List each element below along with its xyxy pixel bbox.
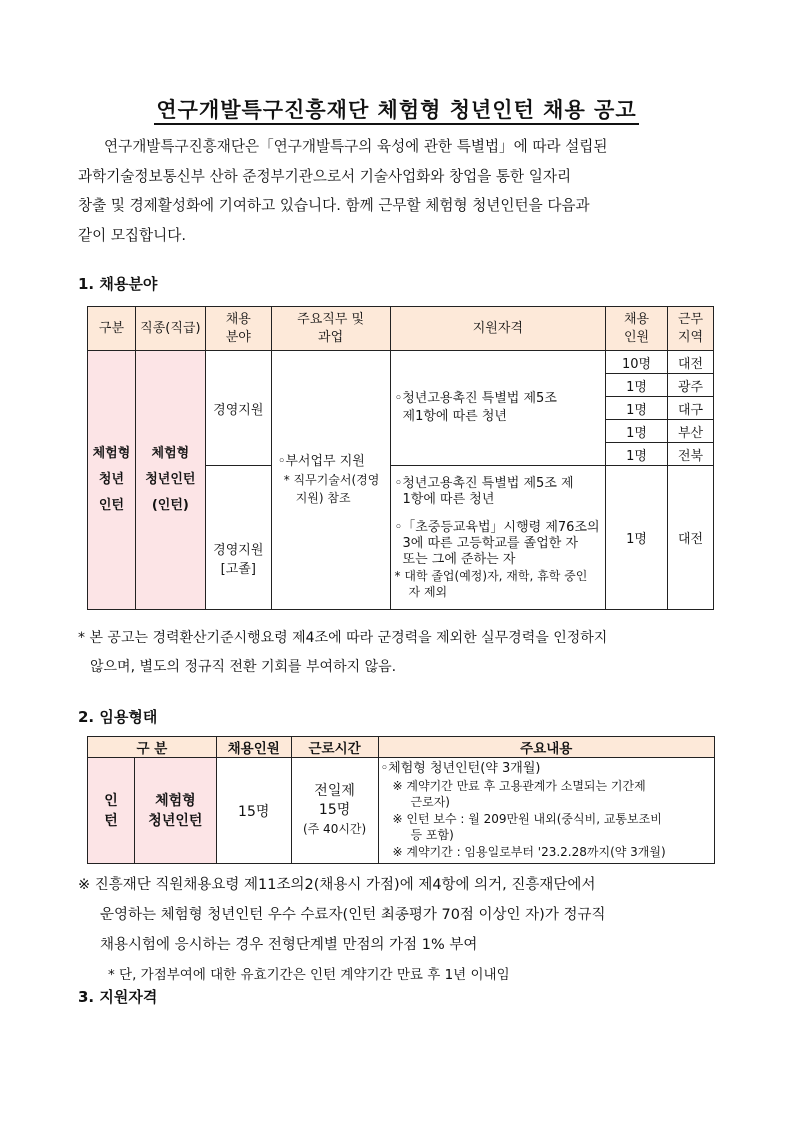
intro-line: 같이 모집합니다.	[78, 226, 186, 244]
header-duty-1: 주요직무 및	[297, 311, 365, 327]
qual-line: 자 제외	[408, 584, 448, 599]
page-title	[0, 94, 793, 124]
duty-line: 지원) 참조	[295, 491, 351, 505]
intro-line: 연구개발특구진흥재단은「연구개발특구의 육성에 관한 특별법」에 따라 설립된	[104, 138, 608, 155]
header-gubun: 구분	[88, 307, 136, 351]
content-line: ※ 계약기간 만료 후 고용관계가 소멸되는 기간제	[392, 778, 646, 793]
field-a-cell: 경영지원	[205, 351, 271, 466]
count-cell: 15명	[216, 758, 291, 864]
duty-line: ◦부서업무 지원	[277, 454, 365, 469]
header-content: 주요내용	[378, 737, 714, 758]
note-line: * 본 공고는 경력환산기준시행요령 제4조에 따라 군경력을 제외한 실무경력을 인정하지	[78, 630, 608, 646]
qual-line: * 대학 졸업(예정)자, 재학, 휴학 중인	[394, 568, 588, 583]
header-jikjong: 직종(직급)	[135, 307, 205, 351]
field-b-line: [고졸]	[220, 561, 256, 577]
section1-heading: 1. 채용분야	[78, 275, 158, 293]
duty-cell	[271, 351, 390, 610]
jikjong-cell	[135, 351, 205, 610]
page-title-text: 연구개발특구진흥재단 체험형 청년인턴 채용 공고	[154, 98, 638, 125]
header-duty-2: 과업	[318, 329, 344, 345]
header-region-1: 근무	[677, 311, 704, 327]
employment-table	[87, 736, 715, 864]
jikjong-line: 청년인턴	[145, 472, 196, 487]
content-line: ※ 인턴 보수 : 월 209만원 내외(중식비, 교통보조비	[392, 811, 662, 826]
type-cell	[134, 758, 216, 864]
count-cell: 1명	[606, 420, 668, 443]
qual-line: ◦청년고용촉진 특별법 제5조 제	[394, 475, 574, 491]
jikjong-line: (인턴)	[151, 498, 189, 513]
note-line: * 단, 가점부여에 대한 유효기간은 인턴 계약기간 만료 후 1년 이내임	[108, 967, 510, 983]
header-field	[205, 307, 271, 351]
hours-line: (주 40시간)	[302, 822, 367, 836]
count-cell: 1명	[606, 466, 668, 610]
qual-line: 1항에 따른 청년	[402, 491, 495, 507]
jikjong-line: 체험형	[151, 446, 190, 461]
header-region	[668, 307, 714, 351]
region-cell: 대전	[668, 466, 714, 610]
note-line: 않으며, 별도의 정규직 전환 기회를 부여하지 않음.	[90, 659, 397, 675]
qual-line: ◦「초중등교육법」시행령 제76조의	[394, 519, 600, 535]
field-b-line: 경영지원	[213, 542, 264, 558]
count-cell: 1명	[606, 397, 668, 420]
header-field-1: 채용	[225, 311, 251, 327]
note-line: 운영하는 체험형 청년인턴 우수 수료자(인턴 최종평가 70점 이상인 자)가 정규직	[100, 907, 606, 923]
section3-heading: 3. 지원자격	[78, 988, 158, 1006]
qual-line: ◦청년고용촉진 특별법 제5조	[394, 391, 557, 406]
region-cell: 대전	[668, 351, 714, 374]
header-region-2: 지역	[677, 329, 704, 345]
hours-line: 전일제	[314, 783, 355, 799]
region-cell: 대구	[668, 397, 714, 420]
gubun-line: 체험형	[92, 446, 131, 461]
intern-cell	[88, 758, 135, 864]
intro-line: 과학기술정보통신부 산하 준정부기관으로서 기술사업화와 창업을 통한 일자리	[78, 167, 572, 185]
qual-line: 또는 그에 준하는 자	[402, 551, 516, 567]
recruit-table	[87, 306, 714, 610]
duty-line: * 직무기술서(경영	[283, 473, 380, 487]
intro-paragraph	[78, 132, 718, 250]
gubun-cell	[88, 351, 136, 610]
note-line: ※ 진흥재단 직원채용요령 제11조의2(채용시 가점)에 제4항에 의거, 진흥재단에서	[78, 877, 596, 893]
header-count-2: 인원	[624, 329, 650, 345]
content-line: 등 포함)	[410, 828, 454, 842]
header-gubun: 구 분	[88, 737, 217, 758]
header-field-2: 분야	[225, 329, 251, 345]
region-cell: 전북	[668, 443, 714, 466]
type-line: 체험형	[155, 792, 196, 809]
note-line: 채용시험에 응시하는 경우 전형단계별 만점의 가점 1% 부여	[100, 937, 478, 953]
qual-a-cell	[390, 351, 606, 466]
section2-heading: 2. 임용형태	[78, 708, 158, 726]
gubun-line: 인턴	[98, 498, 125, 513]
content-line: ◦체험형 청년인턴(약 3개월)	[380, 761, 541, 776]
section1-note	[78, 624, 723, 682]
qual-line: 3에 따른 고등학교를 졸업한 자	[402, 535, 579, 551]
hours-cell	[291, 758, 378, 864]
intern-line: 인	[104, 792, 118, 809]
header-count	[606, 307, 668, 351]
count-cell: 1명	[606, 443, 668, 466]
content-line: ※ 계약기간 : 임용일로부터 '23.2.28까지(약 3개월)	[392, 844, 666, 859]
qual-line: 제1항에 따른 청년	[402, 409, 507, 424]
header-hours: 근로시간	[291, 737, 378, 758]
count-cell: 1명	[606, 374, 668, 397]
header-qual: 지원자격	[390, 307, 606, 351]
header-count: 채용인원	[216, 737, 291, 758]
type-line: 청년인턴	[148, 812, 203, 829]
qual-b-cell	[390, 466, 606, 610]
hours-line: 15명	[318, 802, 351, 818]
region-cell: 부산	[668, 420, 714, 443]
intern-line: 턴	[104, 812, 118, 829]
field-b-cell	[205, 466, 271, 610]
section2-note	[78, 870, 723, 990]
gubun-line: 청년	[98, 472, 125, 487]
count-cell: 10명	[606, 351, 668, 374]
content-line: 근로자)	[410, 795, 450, 809]
content-cell	[378, 758, 714, 864]
header-count-1: 채용	[624, 311, 650, 327]
intro-line: 창출 및 경제활성화에 기여하고 있습니다. 함께 근무할 체험형 청년인턴을 다음과	[78, 197, 590, 214]
header-duty	[271, 307, 390, 351]
region-cell: 광주	[668, 374, 714, 397]
